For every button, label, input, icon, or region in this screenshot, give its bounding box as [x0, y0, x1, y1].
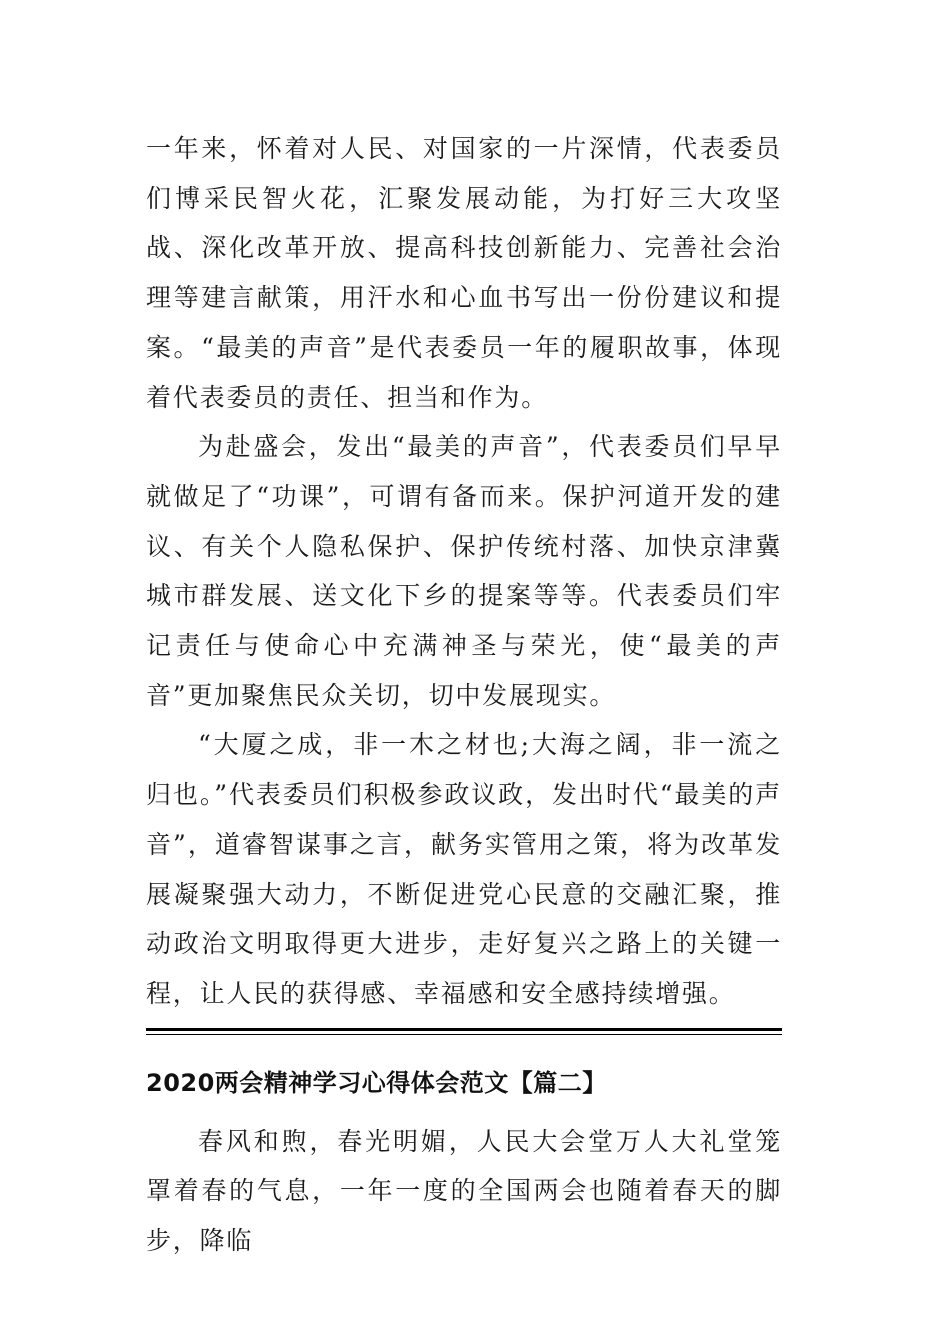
paragraph-4: 春风和煦，春光明媚，人民大会堂万人大礼堂笼罩着春的气息，一年一度的全国两会也随着春天的脚步，降临 [146, 1126, 782, 1256]
paragraph-3: “大厦之成，非一木之材也;大海之阔，非一流之归也。”代表委员们积极参政议政，发出时代“最美的声音”，道睿智谋事之言，献务实管用之策，将为改革发展凝聚强大动力，不断促进党心民意的交融汇聚，推动政治文明取得更大进步，走好复兴之路上的关键一程，让人民的获得感、幸福感和安全感持续增强。 [146, 730, 782, 1008]
section-heading: 2020两会精神学习心得体会范文【篇二】 [146, 1068, 607, 1097]
paragraph-2: 为赴盛会，发出“最美的声音”，代表委员们早早就做足了“功课”，可谓有备而来。保护河道开发的建议、有关个人隐私保护、保护传统村落、加快京津冀城市群发展、送文化下乡的提案等等。代表委员们牢记责任与使命心中充满神圣与荣光，使“最美的声音”更加聚焦民众关切，切中发展现实。 [146, 432, 782, 710]
section-divider [146, 1028, 782, 1035]
paragraph-1: 一年来，怀着对人民、对国家的一片深情，代表委员们博采民智火花，汇聚发展动能，为打好三大攻坚战、深化改革开放、提高科技创新能力、完善社会治理等建言献策，用汗水和心血书写出一份份建议和提案。“最美的声音”是代表委员一年的履职故事，体现着代表委员的责任、担当和作为。 [146, 134, 782, 412]
document-body [146, 124, 782, 1266]
